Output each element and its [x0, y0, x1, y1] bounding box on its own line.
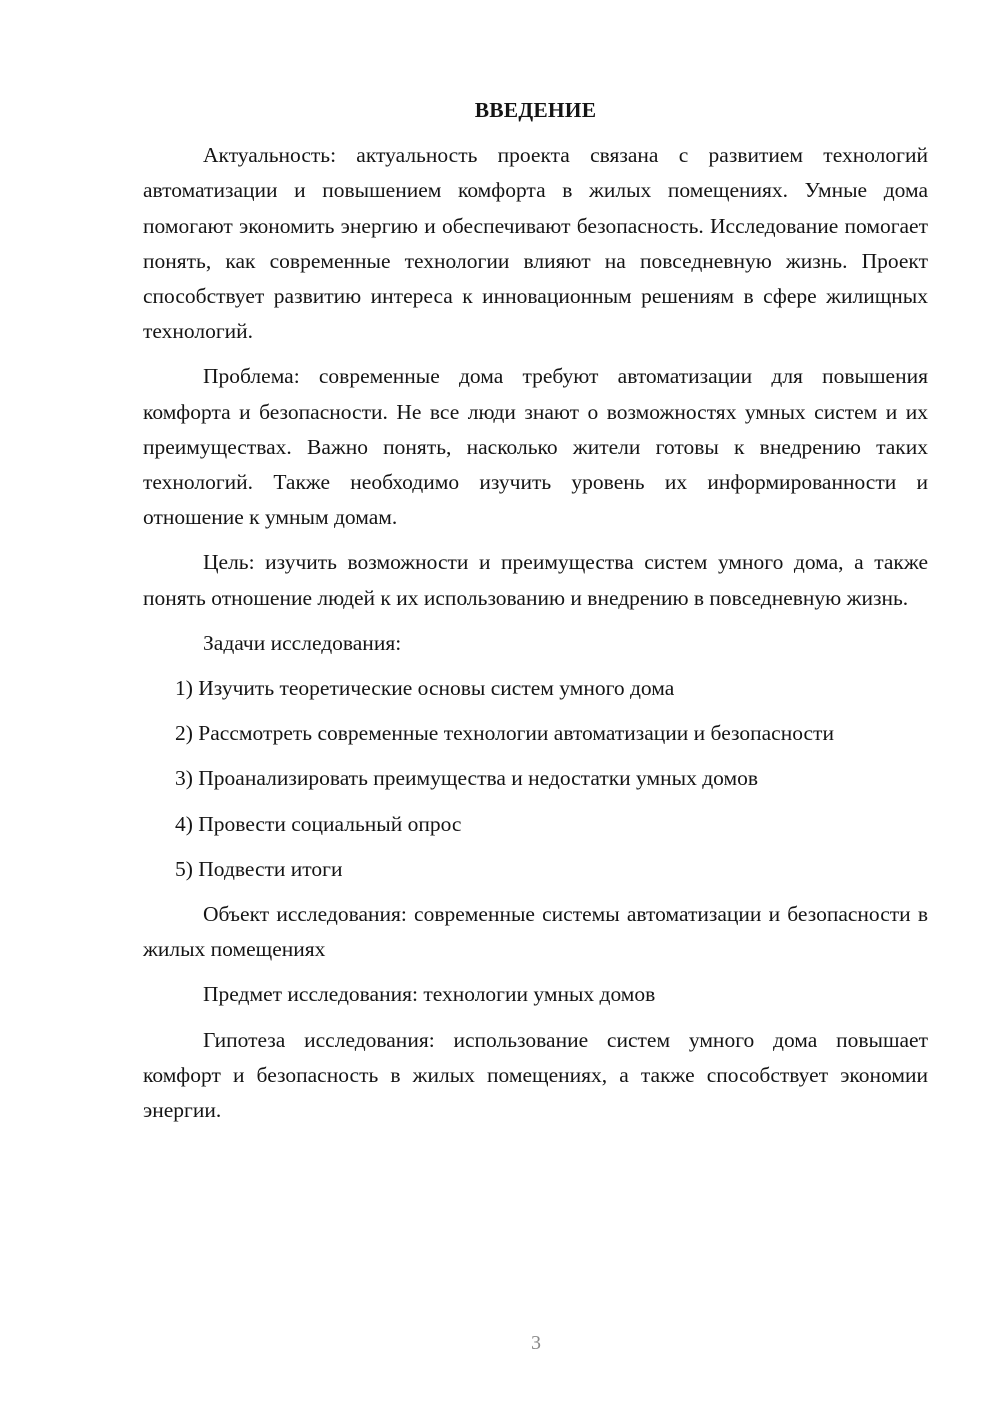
- paragraph-relevance: Актуальность: актуальность проекта связана с развитием технологий автоматизации и повышением комфорта в жилых помещениях. Умные дома помогают экономить энергию и обеспечивают безопасность. Исследование помогает понять, как современные технологии влияют на повседневную жизнь. Проект способствует развитию интереса к инновационным решениям в сфере жилищных технологий.: [143, 143, 928, 344]
- task-item-3: 3) Проанализировать преимущества и недостатки умных домов: [175, 766, 758, 791]
- paragraph-hypothesis: Гипотеза исследования: использование систем умного дома повышает комфорт и безопасность в жилых помещениях, а также способствует экономии энергии.: [143, 1027, 928, 1123]
- paragraph-object: Объект исследования: современные системы автоматизации и безопасности в жилых помещениях: [143, 902, 928, 962]
- page-content: [143, 93, 928, 1138]
- paragraph-tasks-heading: Задачи исследования:: [203, 630, 402, 655]
- task-item-2: 2) Рассмотреть современные технологии автоматизации и безопасности: [175, 721, 834, 746]
- task-item-5: 5) Подвести итоги: [175, 856, 343, 881]
- task-item-1: 1) Изучить теоретические основы систем умного дома: [175, 676, 675, 701]
- section-title: ВВЕДЕНИЕ: [474, 98, 597, 122]
- paragraph-subject: Предмет исследования: технологии умных домов: [203, 982, 656, 1007]
- paragraph-problem: Проблема: современные дома требуют автоматизации для повышения комфорта и безопасности. Не все люди знают о возможностях умных систем и их преимуществах. Важно понять, насколько жители готовы к внедрению таких технологий. Также необходимо изучить уровень их информированности и отношение к умным домам.: [143, 364, 928, 530]
- page-number: 3: [531, 1332, 541, 1354]
- task-item-4: 4) Провести социальный опрос: [175, 811, 462, 836]
- paragraph-goal: Цель: изучить возможности и преимущества систем умного дома, а также понять отношение людей к их использованию и внедрению в повседневную жизнь.: [143, 550, 928, 610]
